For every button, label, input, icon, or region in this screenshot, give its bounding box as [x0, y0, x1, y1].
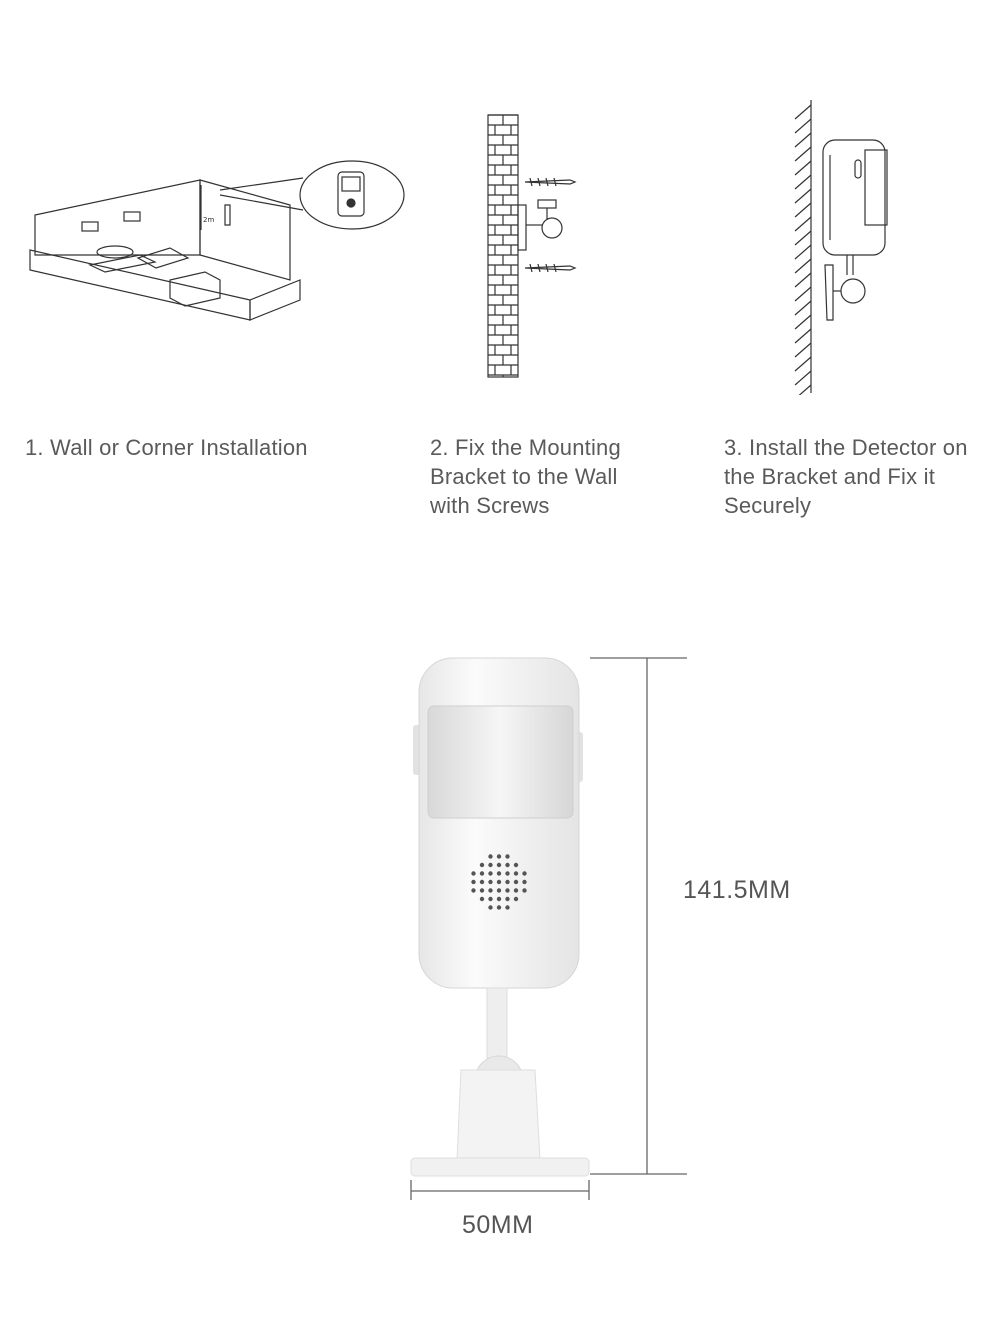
motion-detector-icon — [395, 640, 705, 1200]
step1-caption: 1. Wall or Corner Installation — [25, 435, 308, 460]
step3-illustration — [785, 95, 895, 395]
room-corner-icon — [20, 150, 420, 340]
height-dimension-label: 141.5MM — [683, 876, 791, 904]
wall-bracket-icon — [480, 110, 600, 380]
room-height-label: 2m — [203, 216, 215, 224]
detector-on-bracket-icon — [785, 95, 895, 395]
width-dimension-label: 50MM — [462, 1211, 534, 1239]
step2-illustration — [480, 110, 600, 380]
step3-caption: 3. Install the Detector on the Bracket and Fix it Securely — [724, 435, 968, 518]
step1-illustration — [20, 150, 420, 340]
motion-detector-product — [395, 640, 705, 1200]
step2-caption: 2. Fix the Mounting Bracket to the Wall with Screws — [430, 435, 621, 518]
